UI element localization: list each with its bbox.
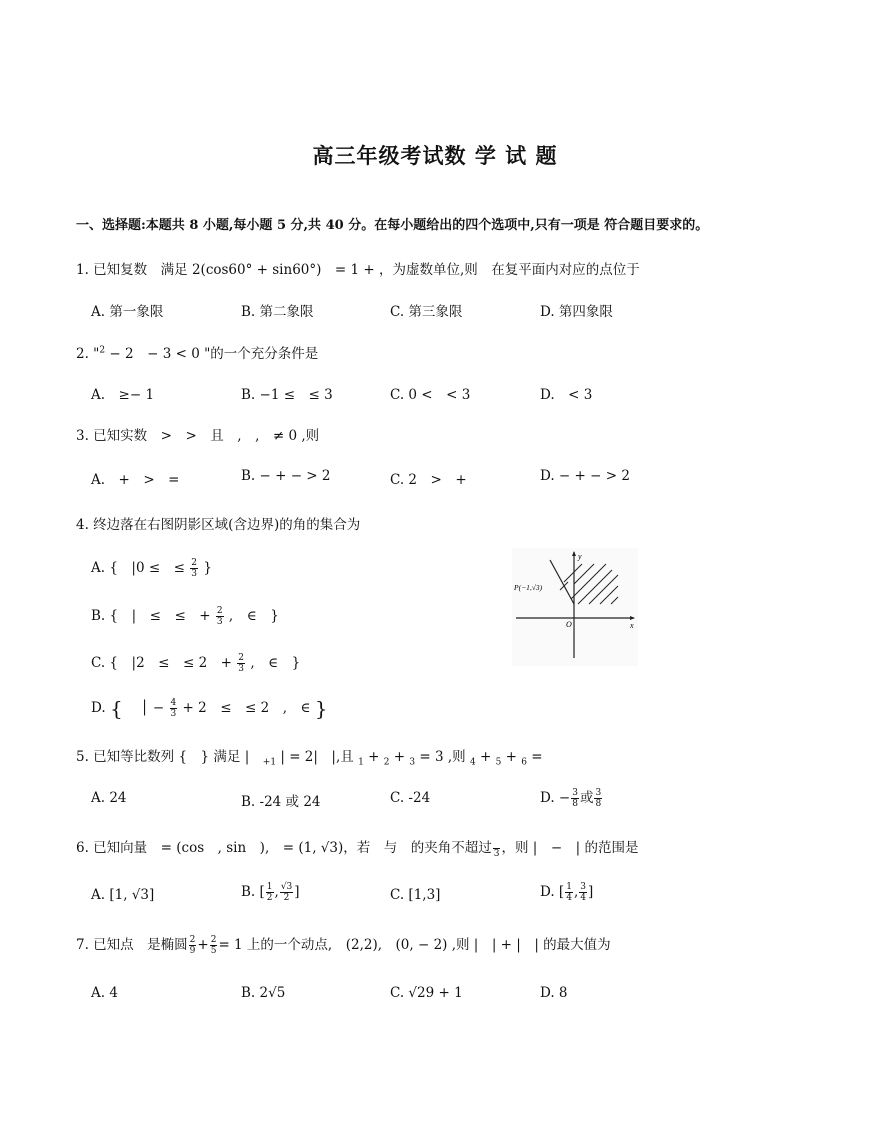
numerator: √3 xyxy=(280,882,293,892)
denominator: 8 xyxy=(595,799,602,809)
q7-plus: + xyxy=(197,937,209,953)
q1-option-c: C. 第三象限 xyxy=(390,304,463,320)
q4-b-fraction xyxy=(216,606,224,627)
graph-x-label: x xyxy=(630,621,634,630)
q3-option-d: D. − + − > 2 xyxy=(540,468,630,484)
q6-b-close: ] xyxy=(294,884,300,900)
q4-a-close: } xyxy=(203,560,212,576)
graph-y-label: y xyxy=(578,552,582,561)
q1-option-a: A. 第一象限 xyxy=(91,304,164,320)
q5-sub-5: 4 xyxy=(469,757,476,768)
numerator xyxy=(493,838,501,849)
q5-sub-4: 3 xyxy=(409,757,416,768)
q5-option-d xyxy=(540,786,603,809)
q2-stem-part-b: − 2 − 3 < 0 "的一个充分条件是 xyxy=(105,346,319,362)
denominator: 3 xyxy=(191,569,198,579)
numerator: 3 xyxy=(572,788,578,798)
q5-s-b: | = 2| |,且 xyxy=(276,749,359,765)
q4-b-tail: , ∈ } xyxy=(228,608,279,624)
q4-a-text: A. { |0 ≤ ≤ xyxy=(91,560,185,576)
q2-option-b: B. −1 ≤ ≤ 3 xyxy=(241,387,333,403)
denominator: 3 xyxy=(216,617,223,627)
q6-b-fraction-1 xyxy=(266,882,274,903)
q4-d-fraction xyxy=(170,698,178,719)
q6-b-fraction-2 xyxy=(280,882,293,903)
q5-s-h: = xyxy=(526,749,543,765)
denominator: 9 xyxy=(189,946,196,956)
q5-sub-2: 1 xyxy=(358,757,364,768)
q4-d-close-brace: } xyxy=(314,696,328,721)
q4-option-a xyxy=(91,556,212,579)
q7-s-a: 7. 已知点 是椭圆 xyxy=(76,937,188,953)
q1-option-b: B. 第二象限 xyxy=(241,304,314,320)
q5-sub-7: 6 xyxy=(521,757,527,768)
numerator: 3 xyxy=(595,788,602,798)
q4-d-open-brace: { xyxy=(109,696,123,721)
section-heading: 一、选择题:本题共 8 小题,每小题 5 分,共 40 分。在每小题给出的四个选项中,只有一项是 符合题目要求的。 xyxy=(76,218,709,233)
denominator: 4 xyxy=(566,893,572,903)
q5-s-a: 5. 已知等比数列 { } 满足 | xyxy=(76,749,263,765)
q5-option-c: C. -24 xyxy=(390,790,431,806)
q6-d-fraction-1 xyxy=(565,882,573,903)
graph-origin-label: O xyxy=(566,620,572,629)
q5-option-a: A. 24 xyxy=(91,790,127,806)
q4-option-d xyxy=(91,696,328,721)
q6-d-label: D. [ xyxy=(540,884,565,900)
q6-b-label: B. [ xyxy=(241,884,265,900)
denominator: 3 xyxy=(493,849,500,859)
question-1-stem: 1. 已知复数 满足 2(cos60° + sin60°) = 1 + ，为虚数单位,则 在复平面内对应的点位于 xyxy=(76,262,640,278)
q4-shaded-region-graph xyxy=(512,548,638,666)
q4-b-text: B. { | ≤ ≤ + xyxy=(91,608,211,624)
q7-option-c: C. √29 + 1 xyxy=(390,985,463,1001)
question-2-stem xyxy=(76,342,318,362)
denominator: 2 xyxy=(283,893,290,903)
question-3-stem: 3. 已知实数 > > 且 , , ≠ 0 ,则 xyxy=(76,428,320,444)
q5-d-or: 或 xyxy=(579,790,594,806)
q6-option-d xyxy=(540,882,593,903)
q5-d-fraction-1 xyxy=(571,788,579,809)
q2-option-a: A. ≥− 1 xyxy=(91,387,155,403)
numerator: 4 xyxy=(170,698,177,708)
q5-s-c: + xyxy=(363,749,384,765)
question-4-stem: 4. 终边落在右图阴影区域(含边界)的角的集合为 xyxy=(76,517,361,533)
numerator: 2 xyxy=(210,935,217,945)
q2-exponent: 2 xyxy=(99,345,106,356)
q5-option-b: B. -24 或 24 xyxy=(241,794,321,810)
q7-fraction-2 xyxy=(210,935,218,956)
q6-d-close: ] xyxy=(587,884,594,900)
q4-d-label: D. xyxy=(91,700,106,716)
q4-d-mid1: │ − xyxy=(126,700,165,716)
q5-s-d: + xyxy=(389,749,410,765)
q4-a-fraction xyxy=(190,558,198,579)
q4-option-c xyxy=(91,651,300,674)
question-6-stem xyxy=(76,836,638,859)
q6-d-fraction-2 xyxy=(579,882,587,903)
q5-sub-1: +1 xyxy=(262,757,277,768)
q5-sub-6: 5 xyxy=(495,757,502,768)
numerator: 2 xyxy=(238,653,245,663)
q6-s-a: 6. 已知向量 = (cos , sin ), = (1, √3)，若 与 的夹角不超过 xyxy=(76,840,492,856)
graph-background xyxy=(512,548,638,666)
q6-option-b xyxy=(241,882,300,903)
denominator: 3 xyxy=(238,664,245,674)
q7-option-a: A. 4 xyxy=(91,985,118,1001)
numerator: 2 xyxy=(189,935,196,945)
numerator: 1 xyxy=(266,882,273,892)
q6-option-c: C. [1,3] xyxy=(390,887,441,903)
q4-c-fraction xyxy=(237,653,245,674)
q5-d-label: D. − xyxy=(540,790,571,806)
q3-option-b: B. − + − > 2 xyxy=(241,468,331,484)
numerator: 2 xyxy=(216,606,223,616)
graph-point-label: P(−1,√3) xyxy=(514,583,543,592)
q2-option-d: D. < 3 xyxy=(540,387,593,403)
q6-fraction xyxy=(493,838,501,859)
q5-sub-3: 2 xyxy=(383,757,390,768)
q7-option-b: B. 2√5 xyxy=(241,985,286,1001)
q2-option-c: C. 0 < < 3 xyxy=(390,387,471,403)
q6-s-b: ，则 | − | 的范围是 xyxy=(501,840,639,856)
q7-s-b: = 1 上的一个动点, (2,2), (0, − 2) ,则 | | + | | 的最大值为 xyxy=(218,937,611,953)
q3-option-a: A. + > = xyxy=(91,472,180,488)
denominator: 2 xyxy=(266,893,273,903)
q7-option-d: D. 8 xyxy=(540,985,568,1001)
q5-s-f: + xyxy=(475,749,496,765)
q4-option-b xyxy=(91,604,279,627)
q5-d-fraction-2 xyxy=(594,788,602,809)
page-title: 高三年级考试数 学 试 题 xyxy=(312,143,558,168)
q1-option-d: D. 第四象限 xyxy=(540,304,613,320)
numerator: 3 xyxy=(580,882,586,892)
denominator: 4 xyxy=(580,893,586,903)
denominator: 3 xyxy=(170,709,177,719)
denominator: 8 xyxy=(572,799,578,809)
q5-s-g: + xyxy=(501,749,522,765)
q5-s-e: = 3 ,则 xyxy=(415,749,470,765)
q4-d-mid2: + 2 ≤ ≤ 2 , ∈ xyxy=(182,700,311,716)
q6-option-a: A. [1, √3] xyxy=(91,887,155,903)
q4-c-tail: , ∈ } xyxy=(250,655,301,671)
q2-stem-part-a: 2. " xyxy=(76,346,100,362)
q6-b-comma: , xyxy=(274,884,279,900)
question-5-stem xyxy=(76,745,543,768)
q4-c-text: C. { |2 ≤ ≤ 2 + xyxy=(91,655,232,671)
numerator: 1 xyxy=(566,882,572,892)
question-7-stem xyxy=(76,933,611,956)
q7-fraction-1 xyxy=(189,935,197,956)
q3-option-c: C. 2 > + xyxy=(390,472,467,488)
numerator: 2 xyxy=(191,558,198,568)
q6-d-comma: , xyxy=(573,884,579,900)
denominator: 5 xyxy=(210,946,217,956)
